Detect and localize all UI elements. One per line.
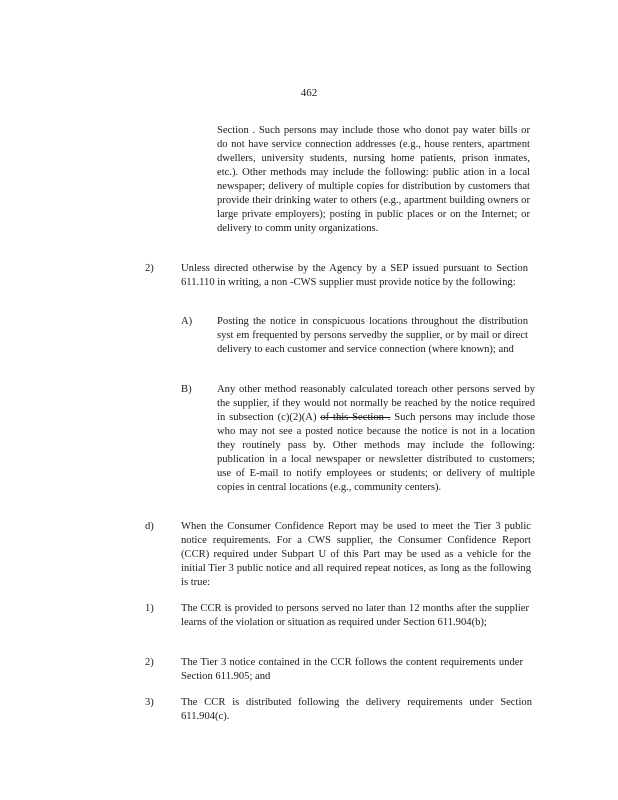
item-2b-text (217, 383, 535, 495)
item-2b-label: B) (181, 384, 192, 395)
page-number: 462 (300, 87, 318, 99)
list-item-2-label: 2) (145, 657, 154, 668)
continuation-paragraph: Section . Such persons may include those who donot pay water bills or do not have service connection addresses (e.g., house renters, apartment dwellers, university students, nursing home patients, prison inmates, etc.). Other methods may include the following: public ation in a local newspaper; delivery of multiple copies for distribution by customers that provide their drinking water to others (e.g., apartment building owners or large private employers); posting in public places or on the Internet; or delivery to comm unity organizations. (217, 125, 530, 234)
list-item-3-text: The CCR is distributed following the delivery requirements under Section 611.904(c). (181, 697, 532, 722)
item-2a-text: Posting the notice in conspicuous locations throughout the distribution syst em frequented by persons servedby the supplier, or by mail or direct delivery to each customer and service connection (where known); and (217, 316, 528, 355)
item-2a-label: A) (181, 316, 193, 327)
item-2-text: Unless directed otherwise by the Agency by a SEP issued pursuant to Section 611.110 in writing, a non -CWS supplier must provide notice by the following: (181, 263, 528, 288)
item-2-label: 2) (145, 263, 154, 274)
item-2b-struck-text: of this Section . (320, 412, 391, 423)
item-2b-text-after: Such persons may include those who may not see a posted notice because the notice is not in a location they routinely pass by. Other methods may include the following: publication in a local newspaper or newsletter distributed to customers; use of E-mail to notify employees or students; or delivery of multiple copies in central locations (e.g., community centers). (217, 412, 535, 493)
list-item-1-label: 1) (145, 603, 154, 614)
list-item-1-text: The CCR is provided to persons served no later than 12 months after the supplier learns of the violation or situation as required under Section 611.904(b); (181, 603, 529, 628)
item-2b-text-before: Any other method reasonably calculated toreach other persons served by the supplier, if they would not normally be reached by the notice required in subsection (c)(2)(A) (217, 384, 535, 423)
item-d-label: d) (145, 521, 154, 532)
list-item-3-label: 3) (145, 697, 154, 708)
item-d-text: When the Consumer Confidence Report may be used to meet the Tier 3 public notice requirements. For a CWS supplier, the Consumer Confidence Report (CCR) required under Subpart U of this Part may be used as a vehicle for the initial Tier 3 public notice and all required repeat notices, as long as the following is true: (181, 521, 531, 588)
list-item-2-text: The Tier 3 notice contained in the CCR follows the content requirements under Section 611.905; and (181, 657, 523, 682)
